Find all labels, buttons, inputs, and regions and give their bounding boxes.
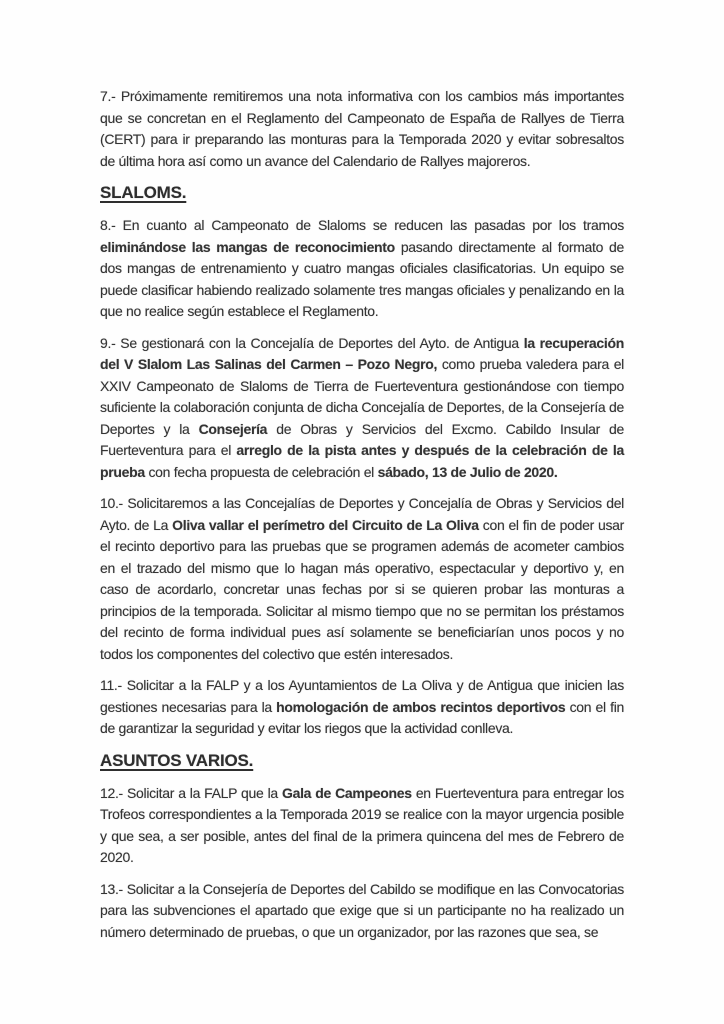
paragraph <box>100 783 624 869</box>
text-run: 8.- En cuanto al Campeonato de Slaloms se reducen las pasadas por los tramos <box>100 217 624 233</box>
text-run: con el fin de garantizar la seguridad y evitar los riegos que la actividad conlleva. <box>100 698 624 736</box>
bold-text-run: sábado, 13 de Julio de 2020. <box>377 463 558 480</box>
paragraph <box>100 215 624 323</box>
text-run: pasando directamente al formato de dos mangas de entrenamiento y cuatro mangas oficiales clasificatorias. Un equipo se puede clasificar habiendo realizado solamente tres mangas oficiales y penalizando en la que no realice según establece el Reglamento. <box>100 238 624 319</box>
text-run: 12.- Solicitar a la FALP que la <box>100 784 282 801</box>
bold-text-run: arreglo de la pista antes y después de la celebración de la prueba <box>100 442 624 480</box>
text-run: en Fuerteventura para entregar los Trofeos correspondientes a la Temporada 2019 se realice con la mayor urgencia posible y que sea, a ser posible, antes del final de la primera quincena del mes de Febrero de 2020. <box>100 784 624 865</box>
text-run: 13.- Solicitar a la Consejería de Deportes del Cabildo se modifique en las Convocatorias para las subvenciones el apartado que exige que si un participante no ha realizado un número determinado de pruebas, o que un organizador, por las razones que sea, se <box>100 880 624 940</box>
bold-text-run: Consejería <box>198 420 268 437</box>
text-run: 9.- Se gestionará con la Concejalía de Deportes del Ayto. de Antigua <box>100 334 524 351</box>
bold-text-run: eliminándose las mangas de reconocimiento <box>100 238 395 255</box>
text-run: 7.- Próximamente remitiremos una nota informativa con los cambios más importantes que se concretan en el Reglamento del Campeonato de España de Rallyes de Tierra (CERT) para ir preparando las monturas para la Temporada 2020 y evitar sobresaltos de última hora así como un avance del Calendario de Rallyes majoreros. <box>100 88 624 169</box>
paragraph <box>100 879 624 944</box>
text-run: con el fin de poder usar el recinto deportivo para las pruebas que se programen además de acometer cambios en el trazado del mismo que lo hagan más operativo, espectacular y deportivo y, en caso de acordarlo, concretar unas fechas por si se quieren probar las monturas a principios de la temporada. Solicitar al mismo tiempo que no se permitan los préstamos del recinto de forma individual pues así solamente se beneficiarían unos pocos y no todos los componentes del colectivo que estén interesados. <box>100 516 624 662</box>
bold-text-run: homologación de ambos recintos deportivos <box>276 698 566 715</box>
section-heading: ASUNTOS VARIOS. <box>100 750 254 770</box>
paragraph <box>100 86 624 172</box>
text-run: 11.- Solicitar a la FALP y a los Ayuntamientos de La Oliva y de Antigua que inicien las gestiones necesarias para la <box>100 677 624 715</box>
text-run: de Obras y Servicios del Excmo. Cabildo Insular de Fuerteventura para el <box>100 420 624 458</box>
paragraph <box>100 493 624 665</box>
bold-text-run: Oliva vallar el perímetro del Circuito de La Oliva <box>172 516 479 533</box>
bold-text-run: la recuperación del V Slalom Las Salinas del Carmen – Pozo Negro, <box>100 334 624 372</box>
text-run: como prueba valedera para el XXIV Campeonato de Slaloms de Tierra de Fuerteventura gestionándose con tiempo suficiente la colaboración conjunta de dicha Concejalía de Deportes, de la Consejería de Deportes y la <box>100 356 624 437</box>
section-heading: SLALOMS. <box>100 183 187 202</box>
document-content <box>100 86 624 953</box>
bold-text-run: Gala de Campeones <box>282 784 412 801</box>
text-run: 10.- Solicitaremos a las Concejalías de Deportes y Concejalía de Obras y Servicios del Ayto. de La <box>100 495 624 533</box>
paragraph <box>100 333 624 484</box>
paragraph <box>100 675 624 740</box>
text-run: con fecha propuesta de celebración el <box>144 463 378 480</box>
